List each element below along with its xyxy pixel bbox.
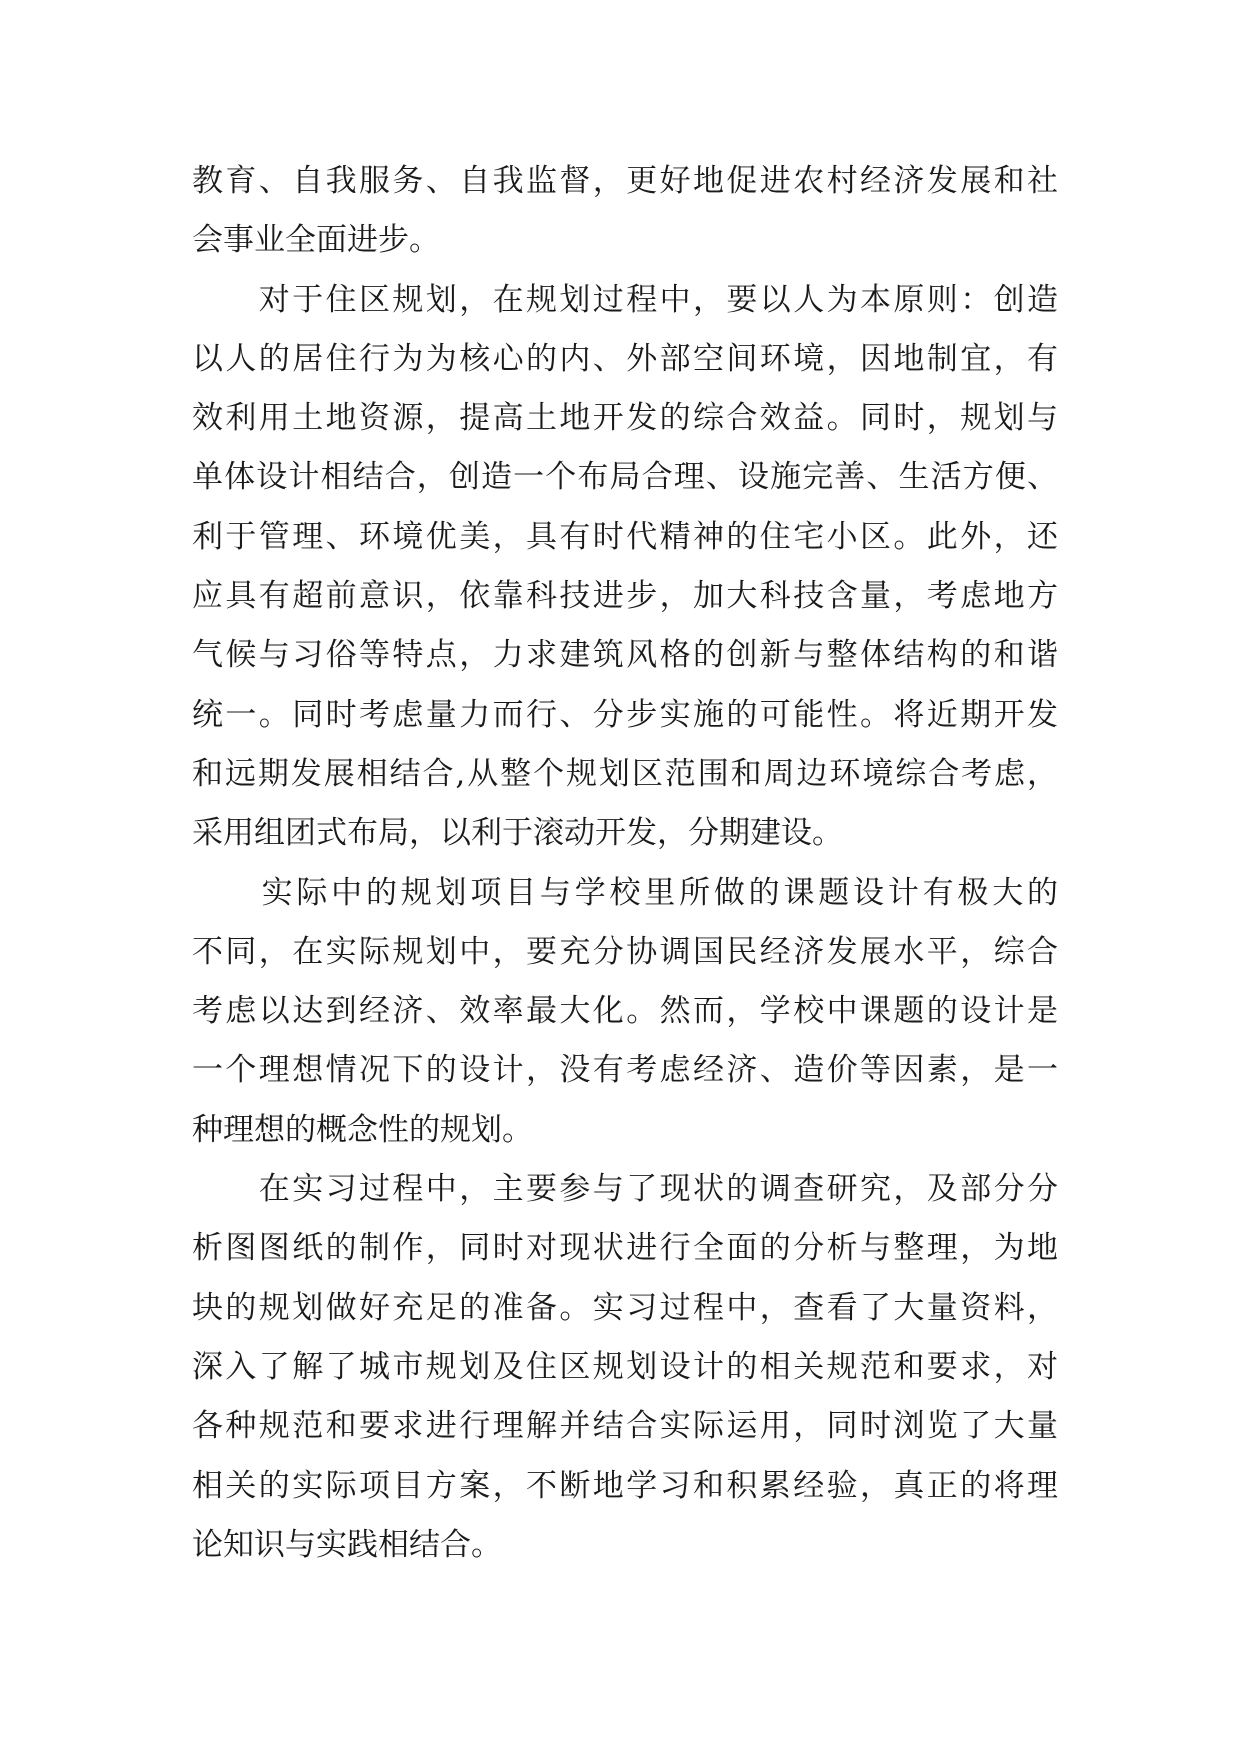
- text-line: 相关的实际项目方案，不断地学习和积累经验，真正的将理: [192, 1467, 1058, 1504]
- text-line: 种理想的概念性的规划。: [192, 1111, 533, 1148]
- text-line: 效利用土地资源，提高土地开发的综合效益。同时，规划与: [192, 400, 1058, 437]
- text-line: 各种规范和要求进行理解并结合实际运用，同时浏览了大量: [192, 1408, 1058, 1445]
- text-line: 采用组团式布局，以利于滚动开发，分期建设。: [192, 815, 843, 852]
- text-line: 应具有超前意识，依靠科技进步，加大科技含量，考虑地方: [192, 578, 1058, 615]
- text-line: 统一。同时考虑量力而行、分步实施的可能性。将近期开发: [192, 696, 1058, 733]
- paragraph-3: [192, 864, 1058, 1160]
- text-line: 深入了解了城市规划及住区规划设计的相关规范和要求，对: [192, 1348, 1058, 1385]
- text-line: 单体设计相结合，创造一个布局合理、设施完善、生活方便、: [192, 459, 1058, 496]
- text-line: 利于管理、环境优美，具有时代精神的住宅小区。此外，还: [192, 518, 1058, 555]
- document-body: [192, 152, 1058, 1575]
- text-line: 和远期发展相结合,从整个规划区范围和周边环境综合考虑，: [192, 755, 1058, 792]
- text-line: 析图图纸的制作，同时对现状进行全面的分析与整理，为地: [192, 1230, 1058, 1267]
- text-line: 在实习过程中，主要参与了现状的调查研究，及部分分: [192, 1171, 1058, 1208]
- text-line: 论知识与实践相结合。: [192, 1526, 502, 1563]
- text-line: 教育、自我服务、自我监督，更好地促进农村经济发展和社: [192, 163, 1058, 199]
- text-line: 实际中的规划项目与学校里所做的课题设计有极大的: [192, 874, 1058, 911]
- paragraph-4: [192, 1160, 1058, 1575]
- paragraph-1: [192, 152, 1058, 271]
- text-line: 一个理想情况下的设计，没有考虑经济、造价等因素，是一: [192, 1052, 1058, 1089]
- text-line: 气候与习俗等特点，力求建筑风格的创新与整体结构的和谐: [192, 637, 1058, 674]
- text-line: 会事业全面进步。: [192, 222, 440, 259]
- text-line: 不同，在实际规划中，要充分协调国民经济发展水平，综合: [192, 933, 1058, 970]
- paragraph-2: [192, 271, 1058, 864]
- text-line: 块的规划做好充足的准备。实习过程中，查看了大量资料，: [192, 1289, 1058, 1326]
- text-line: 对于住区规划，在规划过程中，要以人为本原则：创造: [192, 281, 1058, 318]
- text-line: 以人的居住行为为核心的内、外部空间环境，因地制宜，有: [192, 340, 1058, 377]
- text-line: 考虑以达到经济、效率最大化。然而，学校中课题的设计是: [192, 993, 1058, 1030]
